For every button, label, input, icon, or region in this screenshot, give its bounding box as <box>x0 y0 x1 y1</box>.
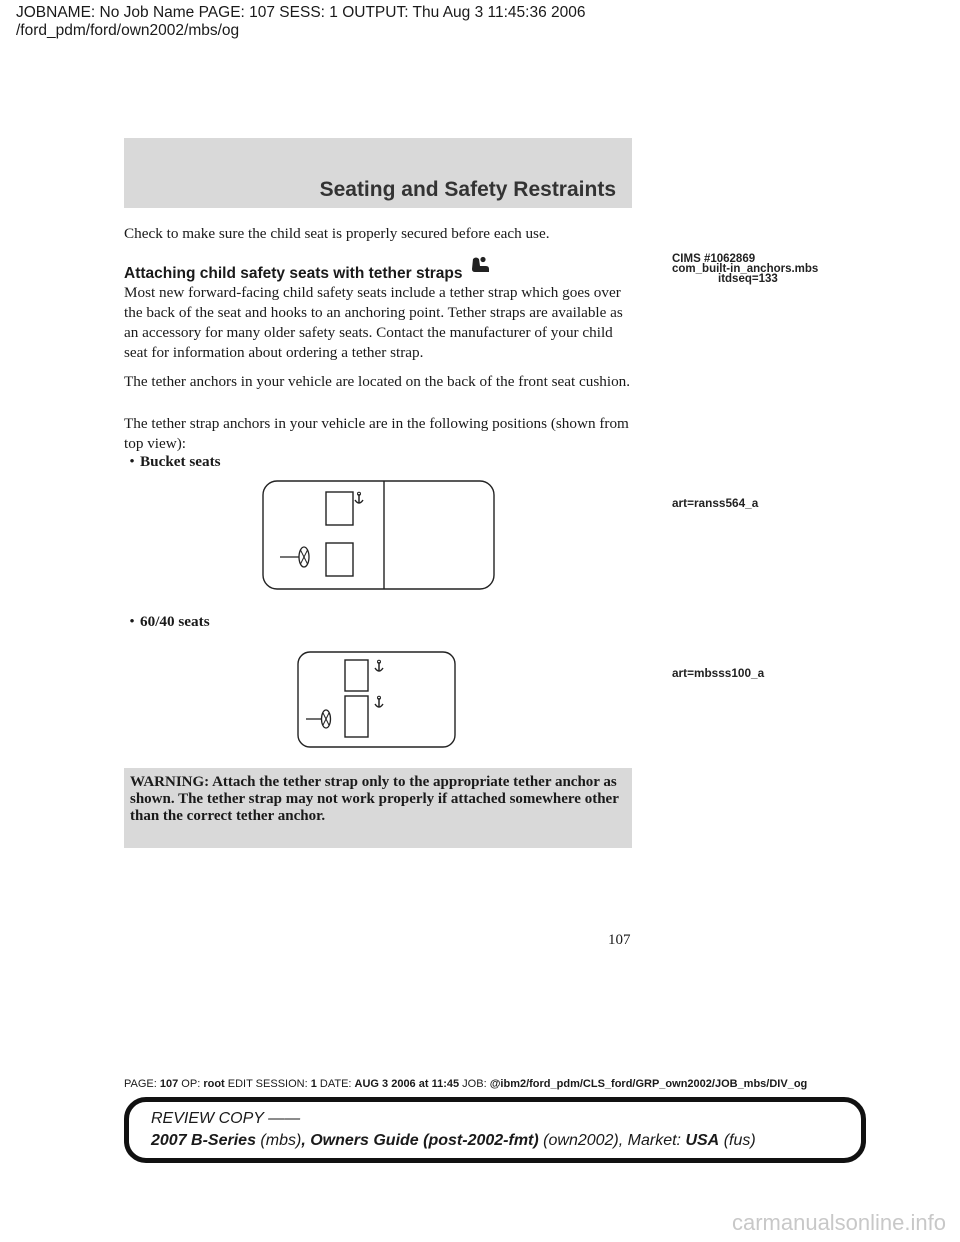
child-seat-icon <box>469 256 491 274</box>
job-header-line-2: /ford_pdm/ford/own2002/mbs/og <box>16 22 240 39</box>
seat-rect <box>326 492 353 525</box>
cims-reference <box>672 254 818 284</box>
page-number: 107 <box>608 932 631 948</box>
bullet-6040-seats <box>124 613 210 631</box>
bullet-label: Bucket seats <box>140 453 221 470</box>
6040-seats-diagram <box>297 651 457 750</box>
section-title: Seating and Safety Restraints <box>319 178 616 201</box>
art-reference-1: art=ranss564_a <box>672 496 759 510</box>
bullet-bucket-seats <box>124 453 221 471</box>
review-copy-box <box>124 1097 866 1163</box>
cims-itdseq: itdseq=133 <box>718 273 778 285</box>
bucket-seats-diagram <box>262 480 496 592</box>
paragraph-anchor-positions: The tether strap anchors in your vehicle are in the following positions (shown from top view): <box>124 415 629 452</box>
subheading-text: Attaching child safety seats with tether straps <box>124 265 463 282</box>
warning-text: WARNING: Attach the tether strap only to the appropriate tether anchor as shown. The tether strap may not work properly if attached somewhere other than the correct tether anchor. <box>130 774 619 824</box>
seat-rect <box>345 696 368 737</box>
job-header-line-1: JOBNAME: No Job Name PAGE: 107 SESS: 1 OUTPUT: Thu Aug 3 11:45:36 2006 <box>16 4 586 21</box>
subheading-tether-straps <box>124 256 491 283</box>
cims-number: CIMS #1062869 <box>672 253 756 265</box>
footer-job-info: PAGE: 107 OP: root EDIT SESSION: 1 DATE: AUG 3 2006 at 11:45 JOB: @ibm2/ford_pdm/CLS_ford/GRP_own2002/JOB_mbs/DIV_og <box>124 1078 808 1090</box>
cims-file: com_built-in_anchors.mbs <box>672 263 819 275</box>
paragraph-tether-strap-info: Most new forward-facing child safety seats include a tether strap which goes over the back of the seat and hooks to an anchoring point. Tether straps are available as an accessory for many older safety seats. Contact the manufacturer of your child seat for information about ordering a tether strap. <box>124 284 623 361</box>
paragraph-check-seat: Check to make sure the child seat is properly secured before each use. <box>124 225 550 242</box>
bullet-dot: • <box>129 613 135 630</box>
bullet-label: 60/40 seats <box>140 613 210 630</box>
seat-rect <box>345 660 368 691</box>
bullet-dot: • <box>129 453 135 470</box>
art-reference-2: art=mbsss100_a <box>672 666 765 680</box>
warning-box <box>124 768 632 848</box>
review-copy-details: 2007 B-Series (mbs), Owners Guide (post-2002-fmt) (own2002), Market: USA (fus) <box>151 1132 756 1149</box>
section-header-bar <box>124 138 632 208</box>
review-copy-label: REVIEW COPY —— <box>151 1110 301 1127</box>
seat-rect <box>326 543 353 576</box>
watermark: carmanualsonline.info <box>731 1210 946 1235</box>
paragraph-anchor-location: The tether anchors in your vehicle are located on the back of the front seat cushion. <box>124 373 631 390</box>
